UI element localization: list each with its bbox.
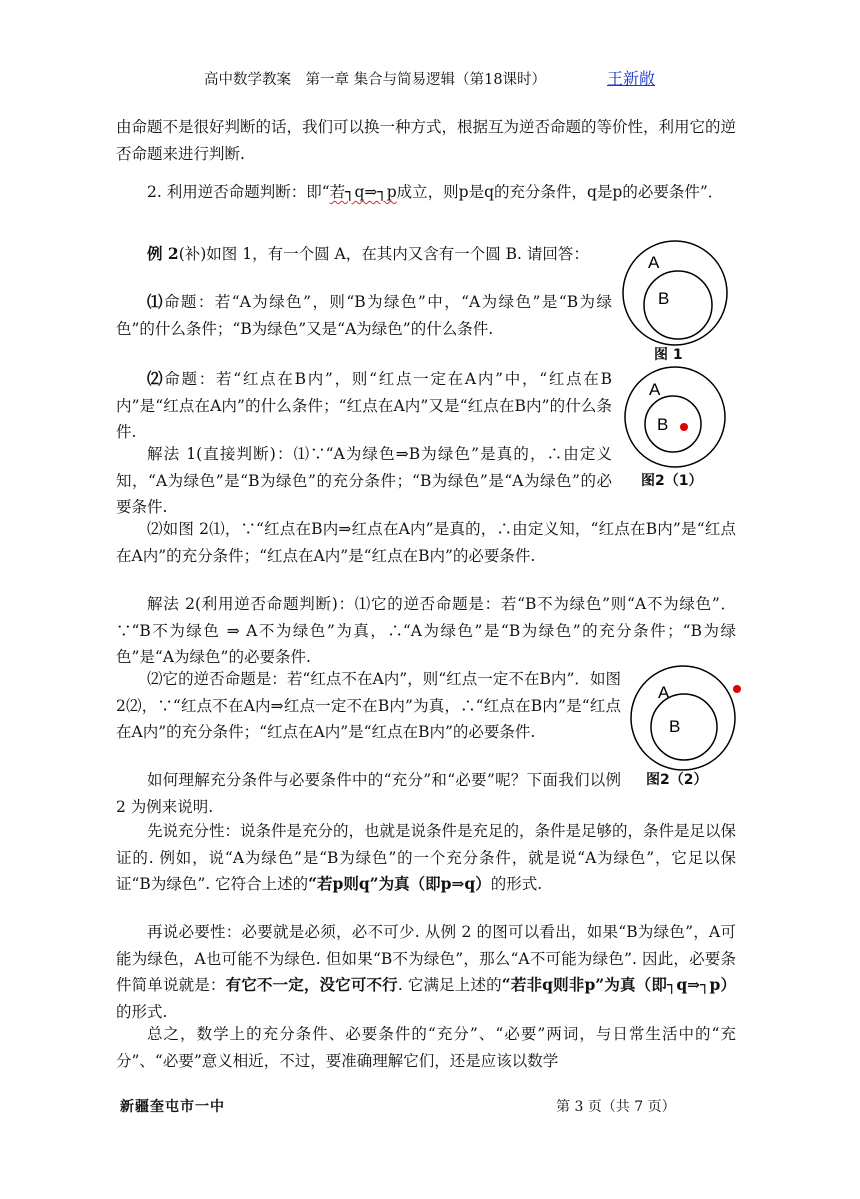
label-a: A <box>649 380 661 399</box>
solution-2-part-1: 解法 2(利用逆否命题判断)：⑴它的逆否命题是：若“B不为绿色”则“A不为绿色”．∵“B不为绿色 ⇒ A不为绿色”为真，∴“A为绿色”是“B为绿色”的充分条件；“B为绿色”是“A为绿色”的必要条件. <box>116 595 736 666</box>
circle-a <box>631 666 735 770</box>
question-2-text: 命题：若“红点在B内”，则“红点一定在A内”中，“红点在B内”是“红点在A内”的什么条件；“红点在A内”又是“红点在B内”的什么条件. <box>116 370 612 441</box>
paragraph-summary: 总之，数学上的充分条件、必要条件的“充分”、“必要”两词，与日常生活中的“充分”、“必要”意义相近，不过，要准确理解它们，还是应该以数学 <box>116 1025 736 1070</box>
sufficiency-text-bold: “若p则q”为真（即p⇒q） <box>308 874 491 893</box>
circle-a <box>623 241 727 345</box>
sufficiency-text-c: 的形式. <box>490 875 543 893</box>
question-2 <box>116 366 612 446</box>
necessity-text-e: 的形式. <box>116 1002 168 1021</box>
sufficiency-text-a: 先说充分性：说条件是充分的，也就是说条件是充足的，条件是足够的，条件是足以保证的. 例如，说“A为绿色”是“B为绿色”的一个充分条件，就是说“A为绿色”，它足以保证“B为绿色”. 它符合上述的 <box>116 822 737 893</box>
paragraph-how-to-understand: 如何理解充分条件与必要条件中的“充分”和“必要”呢？下面我们以例 2 为例来说明. <box>116 771 621 816</box>
example-label: 例 2 <box>147 244 179 263</box>
red-dot <box>680 423 688 431</box>
necessity-text-bold-2: “若非q则非p”为真（即┐q⇒┐p） <box>501 975 736 994</box>
figure-1-caption: 图 1 <box>654 347 683 363</box>
question-1-label: ⑴ <box>147 292 164 311</box>
paragraph-contrapositive-method <box>116 176 736 209</box>
figure-2-1-circles <box>620 364 730 474</box>
example-text: (补)如图 1，有一个圆 A，在其内又含有一个圆 B. 请回答： <box>178 245 589 263</box>
figure-2-2-caption: 图2（2） <box>646 772 708 788</box>
solution-1-part-1: 解法 1(直接判断)：⑴∵“A为绿色⇒B为绿色”是真的，∴由定义知，“A为绿色”是“B为绿色”的充分条件；“B为绿色”是“A为绿色”的必要条件. <box>116 445 612 516</box>
circle-b <box>645 396 701 452</box>
footer-page-number: 第 3 页（共 7 页） <box>556 1099 676 1115</box>
necessity-text-bold-1: 有它不一定，没它可不行 <box>225 975 398 994</box>
circle-b <box>651 694 717 760</box>
page-header <box>0 68 860 92</box>
necessity-text-a: 再说必要性：必要就是必须，必不可少. 从例 2 的图可以看出，如果“B为绿色”，A可能为绿色，A也可能不为绿色. 但如果“B不为绿色”，那么“A不可能为绿色”. 因此，必要条件简单说就是： <box>116 923 736 994</box>
label-a: A <box>648 253 660 272</box>
paragraph-necessity <box>116 919 736 1025</box>
footer-school: 新疆奎屯市一中 <box>120 1099 225 1115</box>
question-1-text: 命题：若“A为绿色”，则“B为绿色”中，“A为绿色”是“B为绿色”的什么条件；“B为绿色”又是“A为绿色”的什么条件. <box>116 293 612 338</box>
circle-b <box>644 271 712 339</box>
red-dot <box>733 685 741 693</box>
necessity-text-c: . 它满足上述的 <box>397 976 502 994</box>
label-b: B <box>657 415 669 434</box>
example-2-intro <box>116 241 612 268</box>
paragraph-sufficiency <box>116 818 736 898</box>
method-text-a: 2. 利用逆否命题判断：即“ <box>147 183 330 201</box>
figure-1-circles <box>620 238 730 348</box>
header-title: 高中数学教案 第一章 集合与简易逻辑（第18课时） <box>204 72 547 88</box>
solution-2-part-2: ⑵它的逆否命题是：若“红点不在A内”，则“红点一定不在B内”．如图 2⑵，∵“红点不在A内⇒红点一定不在B内”为真，∴“红点在B内”是“红点在A内”的充分条件；“红点在A内”是“红点在B内”的必要条件. <box>116 670 621 741</box>
method-text-b: 若┐q⇒┐p <box>329 183 397 201</box>
author-link[interactable]: 王新敞 <box>607 69 656 88</box>
label-a: A <box>658 683 670 702</box>
label-b: B <box>658 289 670 308</box>
question-2-label: ⑵ <box>147 369 165 388</box>
figure-2-1-caption: 图2（1） <box>641 473 703 489</box>
solution-1-part-2: ⑵如图 2⑴，∵“红点在B内⇒红点在A内”是真的，∴由定义知，“红点在B内”是“红点在A内”的充分条件；“红点在A内”是“红点在B内”的必要条件. <box>116 520 736 565</box>
method-text-c: 成立，则p是q的充分条件，q是p的必要条件”． <box>396 183 724 201</box>
paragraph-intro: 由命题不是很好判断的话，我们可以换一种方式，根据互为逆否命题的等价性，利用它的逆否命题来进行判断. <box>116 118 737 163</box>
figure-2-2-circles <box>626 662 746 772</box>
label-b: B <box>669 717 681 736</box>
question-1 <box>116 289 612 342</box>
